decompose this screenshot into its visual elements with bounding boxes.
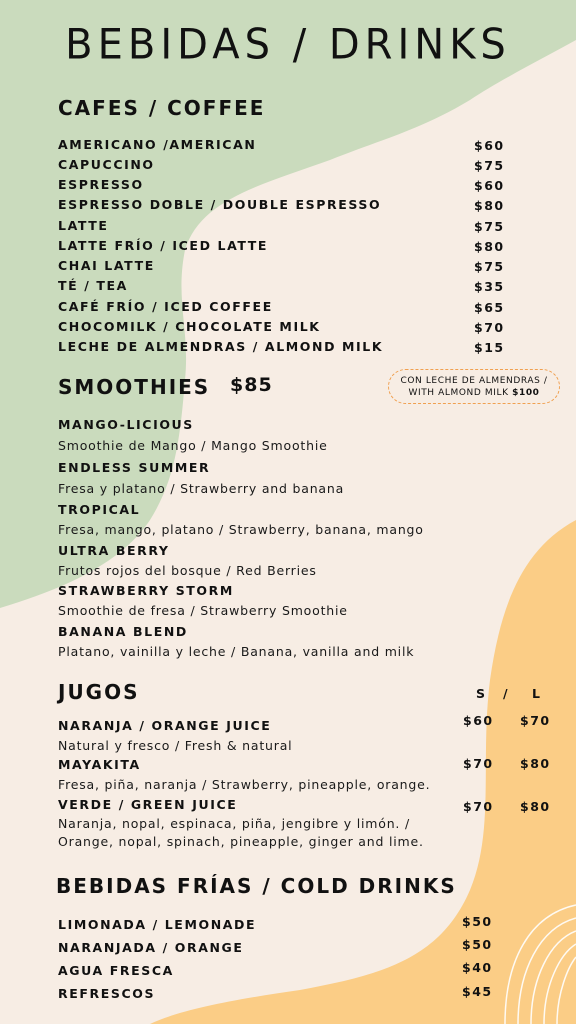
cold-drink-item: AGUA FRESCA <box>58 963 174 978</box>
smoothie-desc: Fresa, mango, platano / Strawberry, banana, mango <box>58 522 424 537</box>
smoothies-price: $85 <box>230 374 273 396</box>
smoothies-heading: SMOOTHIES <box>58 375 211 399</box>
smoothie-desc: Platano, vainilla y leche / Banana, vanilla and milk <box>58 644 415 659</box>
cold-drinks-heading: BEBIDAS FRÍAS / COLD DRINKS <box>56 874 457 898</box>
size-large-label: L <box>532 686 540 701</box>
juice-price-l: $80 <box>520 799 551 814</box>
smoothie-name: ENDLESS SUMMER <box>58 460 211 475</box>
note-line1: CON LECHE DE ALMENDRAS / <box>400 376 548 386</box>
cold-drink-item: NARANJADA / ORANGE <box>58 940 244 955</box>
juice-name: VERDE / GREEN JUICE <box>58 797 238 812</box>
smoothie-name: STRAWBERRY STORM <box>58 583 234 598</box>
coffee-item: ESPRESSO <box>58 177 144 192</box>
coffee-price: $70 <box>474 320 505 335</box>
coffee-item: AMERICANO /AMERICAN <box>58 137 257 152</box>
smoothie-desc: Frutos rojos del bosque / Red Berries <box>58 563 317 578</box>
cold-drink-price: $50 <box>462 914 493 929</box>
coffee-price: $65 <box>474 300 505 315</box>
coffee-price: $75 <box>474 158 505 173</box>
cold-drink-price: $45 <box>462 984 493 999</box>
juice-desc: Fresa, piña, naranja / Strawberry, pineapple, orange. <box>58 777 431 792</box>
smoothie-name: BANANA BLEND <box>58 624 188 639</box>
juice-desc-line2: Orange, nopal, spinach, pineapple, ginger and lime. <box>58 834 424 849</box>
jugos-heading: JUGOS <box>58 680 140 704</box>
size-small-label: S <box>476 686 486 701</box>
juice-name: MAYAKITA <box>58 757 141 772</box>
size-separator: / <box>503 686 508 701</box>
cold-drink-item: REFRESCOS <box>58 986 156 1001</box>
page-title: BEBIDAS / DRINKS <box>65 20 511 70</box>
juice-desc: Natural y fresco / Fresh & natural <box>58 738 293 753</box>
smoothie-name: TROPICAL <box>58 502 141 517</box>
coffee-item: CAFÉ FRÍO / ICED COFFEE <box>58 299 273 314</box>
coffee-price: $80 <box>474 198 505 213</box>
coffee-item: ESPRESSO DOBLE / DOUBLE ESPRESSO <box>58 197 382 212</box>
coffee-price: $80 <box>474 239 505 254</box>
juice-desc: Naranja, nopal, espinaca, piña, jengibre y limón. / <box>58 816 410 831</box>
smoothie-desc: Smoothie de Mango / Mango Smoothie <box>58 438 328 453</box>
note-price: $100 <box>512 388 540 398</box>
coffee-item: CHOCOMILK / CHOCOLATE MILK <box>58 319 321 334</box>
coffee-item: LATTE FRÍO / ICED LATTE <box>58 238 269 253</box>
coffee-price: $15 <box>474 340 505 355</box>
coffee-heading: CAFES / COFFEE <box>58 96 266 120</box>
note-line2: WITH ALMOND MILK <box>408 388 509 398</box>
juice-name: NARANJA / ORANGE JUICE <box>58 718 272 733</box>
coffee-item: LATTE <box>58 218 109 233</box>
juice-price-l: $80 <box>520 756 551 771</box>
smoothie-desc: Fresa y platano / Strawberry and banana <box>58 481 345 496</box>
coffee-item: CAPUCCINO <box>58 157 155 172</box>
coffee-item: LECHE DE ALMENDRAS / ALMOND MILK <box>58 339 384 354</box>
coffee-price: $75 <box>474 259 505 274</box>
cold-drink-price: $50 <box>462 937 493 952</box>
coffee-price: $60 <box>474 138 505 153</box>
juice-price-l: $70 <box>520 713 551 728</box>
smoothie-desc: Smoothie de fresa / Strawberry Smoothie <box>58 603 348 618</box>
smoothie-name: ULTRA BERRY <box>58 543 170 558</box>
juice-price-s: $70 <box>463 799 494 814</box>
coffee-price: $75 <box>474 219 505 234</box>
coffee-item: TÉ / TEA <box>58 278 128 293</box>
coffee-item: CHAI LATTE <box>58 258 155 273</box>
juice-price-s: $60 <box>463 713 494 728</box>
coffee-price: $60 <box>474 178 505 193</box>
almond-milk-note <box>388 369 560 404</box>
cold-drink-item: LIMONADA / LEMONADE <box>58 917 257 932</box>
coffee-price: $35 <box>474 279 505 294</box>
juice-price-s: $70 <box>463 756 494 771</box>
cold-drink-price: $40 <box>462 960 493 975</box>
smoothie-name: MANGO-LICIOUS <box>58 417 194 432</box>
